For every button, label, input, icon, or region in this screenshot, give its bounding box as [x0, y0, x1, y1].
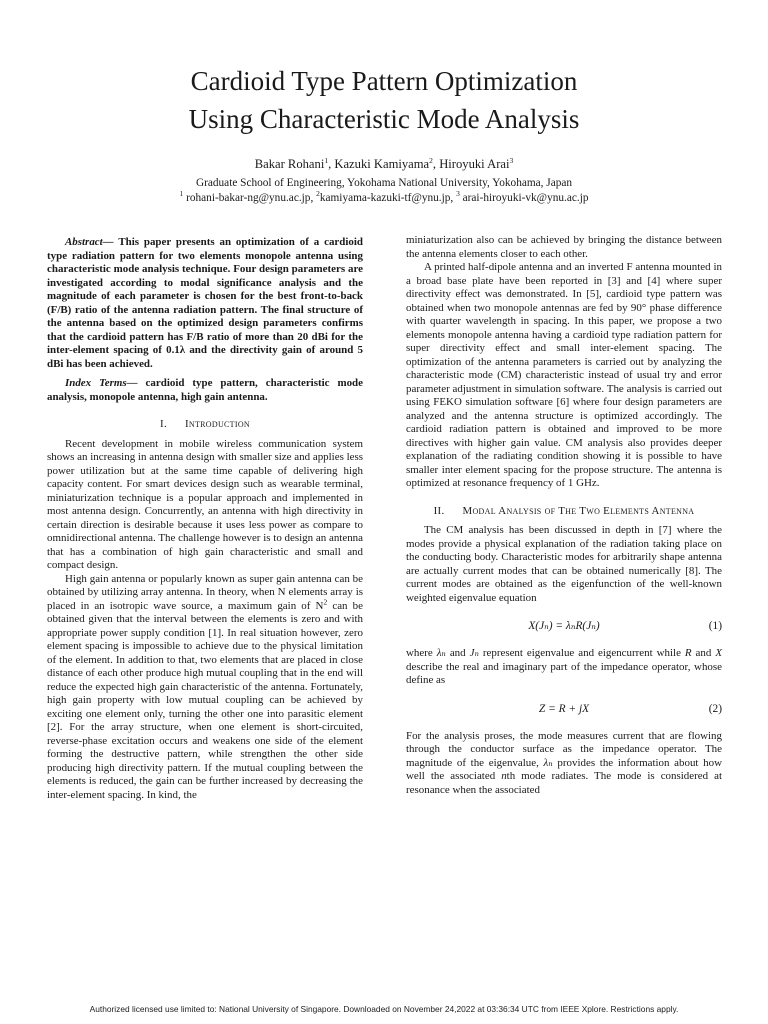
- intro-paragraph-2: [47, 573, 363, 803]
- modal-paragraph-1: The CM analysis has been discussed in depth in [7] where the modes provide a physical explanation of the radiation taking place on the conducting body. Characteristic modes for arbitrarily shape antenna are actually current modes that can be obtained numerically [8]. The current modes are obtained as the eigenfunction of the well-known weighted eigenvalue equation: [406, 524, 722, 604]
- equation-1: [406, 615, 722, 637]
- left-column: [47, 236, 363, 802]
- symbol-lambda: λₙ: [543, 756, 553, 769]
- equation-1-expression: X(Jₙ) = λₙR(Jₙ): [528, 620, 600, 632]
- text-run: and: [445, 647, 470, 659]
- intro-p2-part-a: High gain antenna or popularly known as super gain antenna can be obtained by utilizing array antenna. In theory, when N elements array is placed in an isotropic wave source, a maximum gain of N: [47, 572, 363, 612]
- author-2-mark: 2: [429, 155, 433, 165]
- section-number: I.: [160, 418, 167, 430]
- title-line-2: Using Characteristic Mode Analysis: [188, 104, 580, 134]
- license-footer: Authorized licensed use limited to: National University of Singapore. Downloaded on November 24,2022 at 03:36:34 UTC from IEEE Xplore. Restrictions apply.: [89, 1004, 679, 1014]
- text-run: describe the real and imaginary part of the impedance operator, whose define as: [406, 660, 722, 686]
- author-2: Kazuki Kamiyama: [334, 157, 430, 171]
- email-3: arai-hiroyuki-vk@ynu.ac.jp: [462, 192, 589, 204]
- text-run: th mode radiates. The mode is considered at resonance when the associated: [406, 770, 722, 796]
- author-3-mark: 3: [509, 155, 514, 165]
- intro-paragraph-3: miniaturization also can be achieved by bringing the distance between the antenna elements closer to each other.: [406, 234, 722, 260]
- symbol-lambda: λₙ: [436, 647, 446, 659]
- intro-p2-part-b: can be obtained given that the interval between the elements is zero and with appropriate power supply condition [1]. In real situation however, zero element spacing is impossible to achieve due to the physical limitation of the element. In addition to that, two elements that are placed in close distance of each other produce high mutual coupling that in the end will reduce the expected high gain characteristic of the antenna. Fortunately, high gain property with low mutual coupling can be achieved by exciting one element only, turning the other one into parasitic element [2]. For the array structure, when one element is short-circuited, reverse-phase excitation occurs and weakens one side of the element forming the destructive pattern, while strengthen the other side producing high directivity pattern. If the mutual coupling between the elements is reduced, the gain can be further increased by decreasing the inter-element spacing. In kind, the: [47, 599, 363, 801]
- index-terms-text: cardioid type pattern, characteristic mode analysis, monopole antenna, high gain antenna.: [47, 377, 363, 403]
- text-run: represent eigenvalue and eigencurrent while: [478, 647, 685, 659]
- email-line: [0, 191, 768, 206]
- section-heading-modal-analysis: [406, 505, 722, 519]
- abstract-text: This paper presents an optimization of a cardioid type radiation pattern for two elements monopole antenna using characteristic mode analysis technique. Four design parameters are investigated according to modal significance analysis and the magnitude of each parameter is chosen for the best front-to-back (F/B) ratio of the antenna radiation pattern. The final structure of the antenna based on the optimized design parameters confirms that the cardioid pattern has F/B ratio of more than 20 dBi for the inter-element spacing of 0.1λ and the directivity gain of around 5 dBi has been achieved.: [47, 236, 363, 370]
- author-list: Bakar Rohani$^1$, Kazuki Kamiyama$^2$, Hiroyuki Arai$^3$: [254, 155, 514, 171]
- author-3: Hiroyuki Arai: [439, 157, 510, 171]
- abstract-label: Abstract—: [65, 236, 114, 248]
- text-run: and: [691, 647, 716, 659]
- affiliation: Graduate School of Engineering, Yokohama National University, Yokohama, Japan: [195, 177, 573, 189]
- intro-p2-superscript: 2: [323, 596, 328, 606]
- symbol-n: n: [501, 770, 507, 782]
- text-run: where: [406, 647, 437, 659]
- title-line-1: Cardioid Type Pattern Optimization: [190, 66, 578, 96]
- symbol-x: X: [715, 647, 722, 659]
- right-column: [406, 234, 722, 797]
- equation-2-expression: Z = R + jX: [538, 702, 590, 715]
- intro-paragraph-1: Recent development in mobile wireless communication system shows an increasing in antenna design with smaller size and applies less power utilization but at the same time capable of delivering high capacity content. For smart devices design such as wearable terminal, miniaturization technique is a popular approach and implemented in most antenna design. Concurrently, an antenna with high directivity in certain direction is desirable because it uses less power as compare to omnidirectional antenna. The challenge however is to design an antenna that has a combination of high gain characteristic and small and compact design.: [47, 437, 363, 571]
- text-run: provides the information about how well the associated: [406, 756, 723, 782]
- modal-paragraph-3: [406, 730, 722, 798]
- email-1: rohani-bakar-ng@ynu.ac.jp,: [186, 192, 314, 204]
- section-title: Modal Analysis of The Two Elements Antenna: [462, 504, 695, 517]
- author-1: Bakar Rohani: [254, 157, 325, 171]
- intro-paragraph-4: A printed half-dipole antenna and an inverted F antenna mounted in a broad base plate have been reported in [3] and [4] where super directivity effect was demonstrated. In [5], cardioid type pattern was obtained when two monopole antennas are fed by 90° phase difference with quarter wavelength in spacing. In this paper, we propose a two elements monopole antenna having a cardioid type radiation pattern for super directivity effect and small inter-element spacing. The optimization of the antenna parameters is carried out by analyzing the characteristic mode (CM) characteristic instead of usual try and error parameter adjustment in simulation software. The analysis is carried out using FEKO simulation software [6] where four design parameters are analyzed and the antenna structure is optimized accordingly. The cardioid radiation pattern is obtained and improved to be more directives with higher gain value. CM analysis also provides deeper explanation of the radiating condition showing it is possible to have smaller inter element spacing for the propose structure. The antenna is optimized at resonance frequency of 1 GHz.: [406, 261, 722, 489]
- symbol-r: R: [684, 647, 692, 659]
- equation-2-number: (2): [708, 702, 722, 715]
- paper-title: [0, 62, 768, 138]
- email-2: kamiyama-kazuki-tf@ynu.jp,: [319, 192, 454, 204]
- text-run: For the analysis proses, the mode measures current that are flowing through the conductor surface as the impedance operator. The magnitude of the eigenvalue,: [406, 729, 722, 769]
- email-1-mark: 1: [179, 189, 184, 199]
- email-3-mark: 3: [456, 189, 460, 199]
- symbol-j: Jₙ: [469, 647, 479, 659]
- equation-2: [406, 698, 722, 720]
- author-1-mark: 1: [324, 155, 329, 165]
- email-2-mark: 2: [316, 189, 320, 199]
- index-terms-label: Index Terms—: [65, 377, 138, 389]
- affiliation-block: [0, 176, 768, 206]
- section-heading-introduction: [47, 418, 363, 432]
- abstract: [47, 236, 363, 371]
- section-number: II.: [433, 504, 445, 517]
- modal-paragraph-2: [406, 647, 722, 688]
- index-terms: [47, 377, 363, 404]
- equation-1-number: (1): [708, 620, 722, 632]
- section-title: Introduction: [184, 418, 250, 430]
